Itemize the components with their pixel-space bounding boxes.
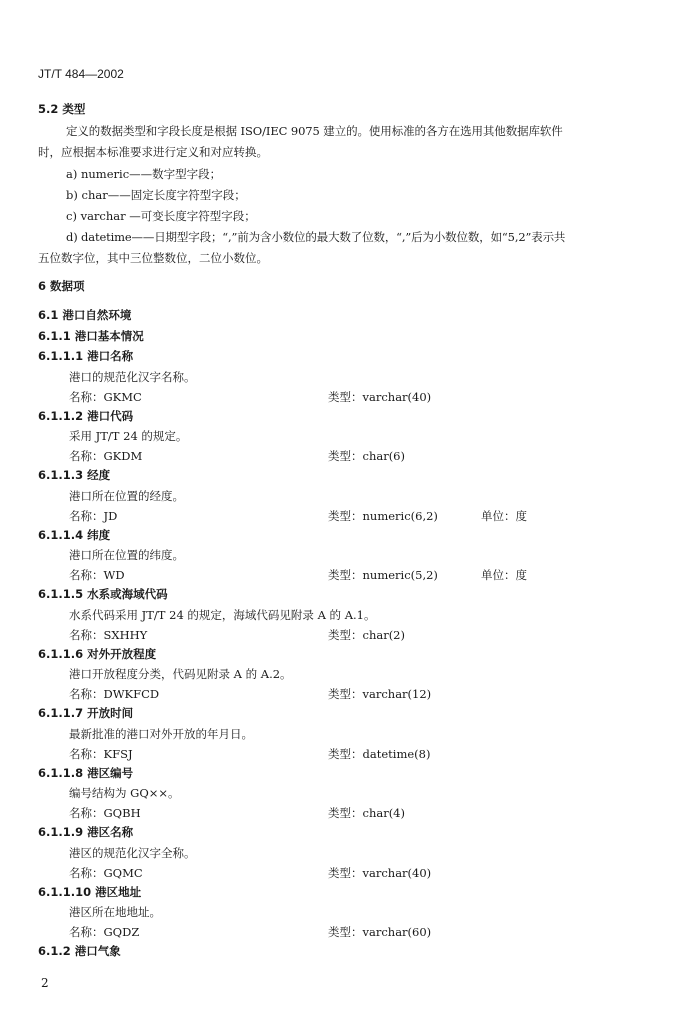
field-name: 名称：GQDZ (69, 925, 140, 939)
field-heading: 6.1.1.1 港口名称 (38, 349, 134, 363)
field-description: 港口的规范化汉字名称。 (69, 370, 196, 384)
field-description: 港口所在位置的经度。 (69, 489, 184, 503)
field-description: 港口开放程度分类，代码见附录 A 的 A.2。 (69, 667, 292, 681)
field-heading: 6.1.1.6 对外开放程度 (38, 647, 157, 661)
field-heading: 6.1.1.7 开放时间 (38, 706, 134, 720)
field-name: 名称：JD (69, 509, 118, 523)
field-type: 类型：char(6) (328, 449, 405, 463)
field-type: 类型：datetime(8) (328, 747, 431, 761)
field-description: 水系代码采用 JT/T 24 的规定，海域代码见附录 A 的 A.1。 (69, 608, 376, 622)
paragraph-line-2: 时，应根据本标准要求进行定义和对应转换。 (38, 145, 268, 159)
field-description: 港区的规范化汉字全称。 (69, 846, 196, 860)
field-name: 名称：DWKFCD (69, 687, 160, 701)
field-type: 类型：varchar(60) (328, 925, 432, 939)
field-description: 编号结构为 GQ××。 (69, 786, 180, 800)
field-name: 名称：SXHHY (69, 628, 148, 642)
field-heading: 6.1.1.10 港区地址 (38, 885, 142, 899)
paragraph-line-1: 定义的数据类型和字段长度是根据 ISO/IEC 9075 建立的。使用标准的各方在选用其他数据库软件 (66, 124, 563, 138)
field-type: 类型：varchar(40) (328, 390, 432, 404)
type-item-d: d) datetime——日期型字段；“,”前为含小数位的最大数了位数，“,”后为小数位数，如“5,2”表示共 (66, 230, 566, 244)
field-heading: 6.1.1.3 经度 (38, 468, 111, 482)
page-number: 2 (41, 976, 49, 990)
field-unit: 单位：度 (481, 568, 527, 582)
section-heading-6-1-1: 6.1.1 港口基本情况 (38, 329, 144, 343)
field-type: 类型：char(4) (328, 806, 405, 820)
field-name: 名称：GKMC (69, 390, 142, 404)
type-item-b: b) char——固定长度字符型字段； (66, 188, 246, 202)
field-name: 名称：GKDM (69, 449, 143, 463)
field-type: 类型：char(2) (328, 628, 405, 642)
field-description: 港口所在位置的纬度。 (69, 548, 184, 562)
field-heading: 6.1.1.2 港口代码 (38, 409, 134, 423)
field-heading: 6.1.1.4 纬度 (38, 528, 111, 542)
type-item-d-continuation: 五位数字位，其中三位整数位，二位小数位。 (38, 251, 268, 265)
field-name: 名称：WD (69, 568, 125, 582)
section-heading-6-1: 6.1 港口自然环境 (38, 308, 132, 322)
section-heading-6: 6 数据项 (38, 279, 85, 293)
field-name: 名称：GQMC (69, 866, 143, 880)
type-item-a: a) numeric——数字型字段； (66, 167, 222, 181)
field-type: 类型：varchar(40) (328, 866, 432, 880)
document-code-header: JT/T 484—2002 (38, 67, 124, 81)
section-heading-6-1-2: 6.1.2 港口气象 (38, 944, 121, 958)
field-description: 最新批准的港口对外开放的年月日。 (69, 727, 253, 741)
field-heading: 6.1.1.5 水系或海域代码 (38, 587, 168, 601)
field-type: 类型：numeric(6,2) (328, 509, 438, 523)
field-heading: 6.1.1.9 港区名称 (38, 825, 134, 839)
field-description: 采用 JT/T 24 的规定。 (69, 429, 188, 443)
field-unit: 单位：度 (481, 509, 527, 523)
field-type: 类型：numeric(5,2) (328, 568, 438, 582)
field-name: 名称：GQBH (69, 806, 141, 820)
field-name: 名称：KFSJ (69, 747, 133, 761)
field-heading: 6.1.1.8 港区编号 (38, 766, 134, 780)
field-type: 类型：varchar(12) (328, 687, 432, 701)
field-description: 港区所在地地址。 (69, 905, 161, 919)
section-heading-5-2: 5.2 类型 (38, 102, 86, 116)
type-item-c: c) varchar —可变长度字符型字段； (66, 209, 256, 223)
